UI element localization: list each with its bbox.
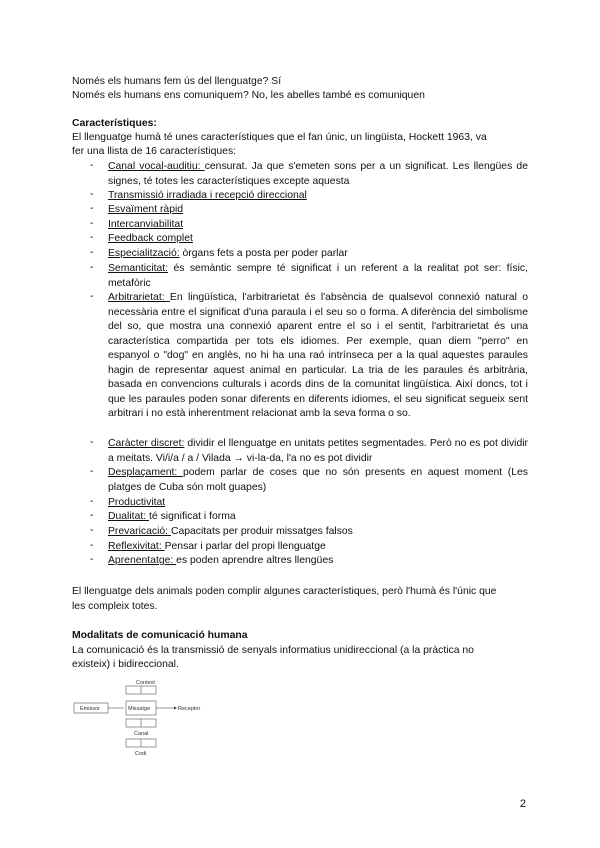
- list-bullet: -: [90, 218, 94, 229]
- list-item-term: Feedback complet: [108, 233, 193, 244]
- diagram-receptor-label: Receptor: [178, 706, 201, 712]
- list-item-term: Especialització:: [108, 248, 180, 259]
- list-bullet: -: [90, 540, 94, 551]
- list-item: [108, 218, 528, 233]
- characteristics-intro-line-1: El llenguatge humà té unes característiques que el fan únic, un lingüista, Hockett 1963, va: [72, 132, 487, 143]
- list-item-text: és semàntic sempre té significat i un referent a la realitat pot ser: físic, metafòric: [108, 263, 528, 289]
- list-item: [108, 203, 528, 218]
- list-item: [108, 160, 528, 189]
- list-bullet: -: [90, 262, 94, 273]
- list-item-term: Aprenentatge:: [108, 555, 177, 566]
- list-item: [108, 189, 528, 204]
- communication-diagram: [72, 676, 232, 761]
- diagram-canal-label: Canal: [134, 731, 149, 737]
- list-item-term: Dualitat:: [108, 511, 150, 522]
- list-item-text: Capacitats per produir missatges falsos: [170, 526, 353, 537]
- list-item-text: Pensar i parlar del propi llenguatge: [164, 541, 326, 552]
- list-bullet: -: [90, 160, 94, 171]
- list-item-term: Arbitrarietat:: [108, 292, 170, 303]
- list-item-text: es poden aprendre altres llengües: [176, 555, 334, 566]
- intro-question-2: Només els humans ens comuniquem? No, les abelles també es comuniquen: [72, 90, 425, 101]
- list-item-term: Prevaricació:: [108, 526, 171, 537]
- list-item: [108, 232, 528, 247]
- list-item: [108, 525, 528, 540]
- list-item: [108, 540, 528, 555]
- intro-question-1: Només els humans fem ús del llenguatge? Sí: [72, 76, 282, 87]
- characteristics-intro-line-2: fer una llista de 16 característiques:: [72, 146, 237, 157]
- list-bullet: -: [90, 189, 94, 200]
- list-item: [108, 262, 528, 291]
- list-item-text: dividir el llenguatge en unitats petites segmentades. Però no es pot dividir a meitats. Vi/i/a / a / Vilada → vi-la-da, l'a no es pot dividir: [108, 438, 528, 464]
- list-item: [108, 496, 528, 511]
- characteristics-heading: Característiques:: [72, 118, 157, 129]
- page-number: 2: [519, 798, 526, 810]
- diagram-context-label: Context: [136, 680, 155, 686]
- list-bullet: -: [90, 525, 94, 536]
- list-bullet: -: [90, 510, 94, 521]
- modalities-text-line-1: La comunicació és la transmissió de senyals informatius unidireccional (a la pràctica no: [72, 645, 474, 656]
- list-item-term: Productivitat: [108, 497, 166, 508]
- list-item-term: Transmissió irradiada i recepció direccional: [108, 190, 307, 201]
- diagram-missatge-label: Missatge: [128, 706, 151, 712]
- list-bullet: -: [90, 232, 94, 243]
- list-bullet: -: [90, 203, 94, 214]
- list-item-text: òrgans fets a posta per poder parlar: [179, 248, 348, 259]
- list-item-term: Canal vocal-auditiu:: [108, 161, 205, 172]
- list-item: [108, 466, 528, 495]
- closing-line-1: El llenguatge dels animals poden complir algunes característiques, però l'humà és l'únic que: [72, 586, 497, 597]
- list-item: [108, 510, 528, 525]
- list-bullet: -: [90, 437, 94, 448]
- diagram-codi-label: Codi: [135, 751, 147, 757]
- list-bullet: -: [90, 496, 94, 507]
- list-item-text: podem parlar de coses que no són presents en aquest moment (Les platges de Cuba són molt guapes): [108, 467, 528, 493]
- modalities-heading: Modalitats de comunicació humana: [72, 630, 248, 641]
- diagram-emissor-label: Emissor: [80, 706, 100, 712]
- list-item-text: té significat i forma: [149, 511, 236, 522]
- modalities-text-line-2: existeix) i bidireccional.: [72, 659, 179, 670]
- list-item-term: Reflexivitat:: [108, 541, 165, 552]
- list-item-term: Semanticitat:: [108, 263, 169, 274]
- list-item: [108, 437, 528, 466]
- list-item-term: Intercanviabilitat: [108, 219, 184, 230]
- list-item: [108, 247, 528, 262]
- list-item: [108, 291, 528, 422]
- list-bullet: -: [90, 291, 94, 302]
- list-bullet: -: [90, 466, 94, 477]
- list-bullet: -: [90, 554, 94, 565]
- list-item-term: Caràcter discret:: [108, 438, 185, 449]
- list-bullet: -: [90, 247, 94, 258]
- list-item: [108, 554, 528, 569]
- closing-line-2: les compleix totes.: [72, 601, 158, 612]
- list-item-term: Esvaïment ràpid: [108, 204, 184, 215]
- list-item-term: Desplaçament:: [108, 467, 183, 478]
- list-item-text: En lingüística, l'arbitrarietat és l'absència de qualsevol connexió natural o necessària entre el significat d'una paraula i el seu so o forma. A diferència del simbolisme del so, que mostra una connexió aparent entre el so i el sentit, l'arbitrarietat és una característica compartida per tots els idiomes. Per exemple, quan diem "perro" en espanyol o "dog" en anglès, no hi ha una raó intrínseca per a la qual aquestes paraules hagin de representar aquest animal en particular. La tria de les paraules és arbitrària, basada en convencions culturals i acords dins de la comunitat lingüística. Així doncs, tot i que les paraules poden sonar diferents en diferents idiomes, el seu significat segueix sent arbitrari i no està inherentment relacionat amb la seva forma o so.: [108, 292, 528, 419]
- list-item-text: censurat. Ja que s'emeten sons per a un significat. Les llengües de signes, té totes les característiques excepte aquesta: [108, 161, 528, 187]
